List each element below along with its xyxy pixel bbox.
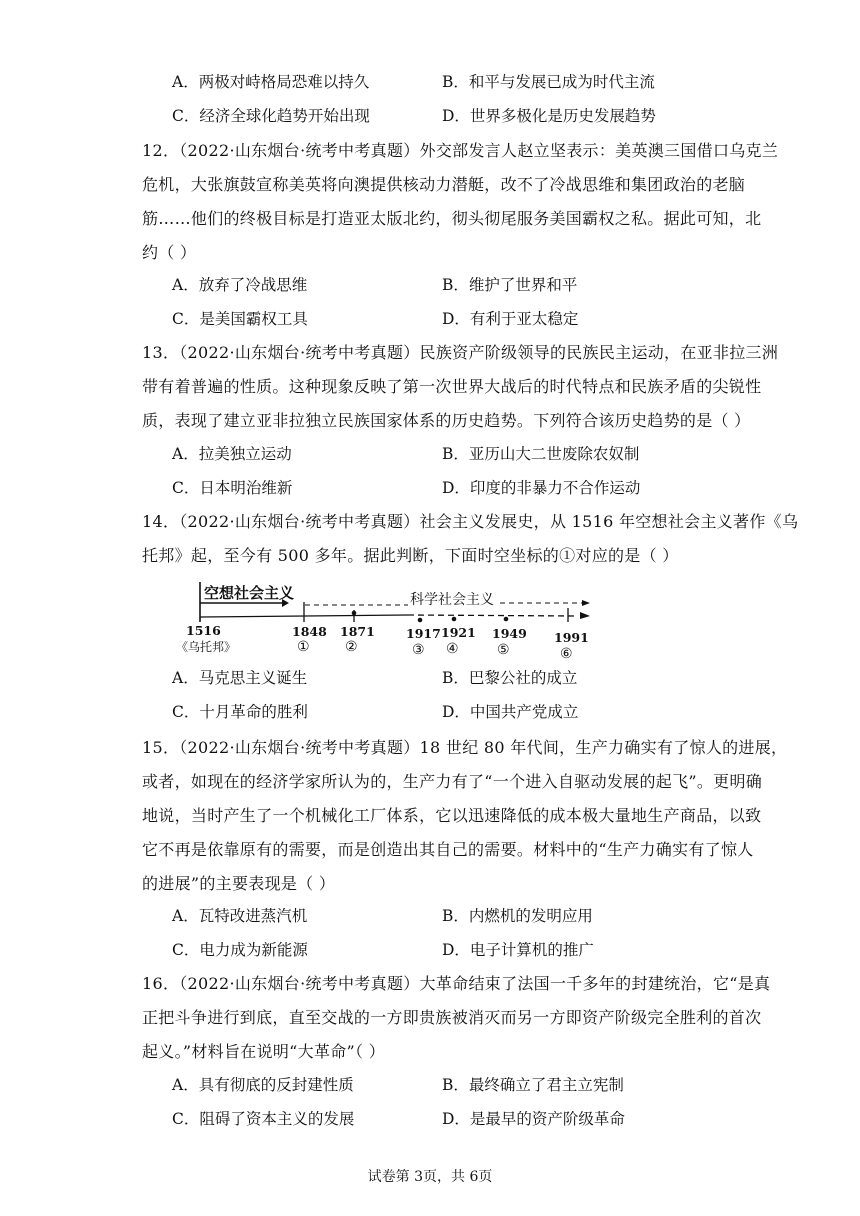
- start-book-label: 《乌托邦》: [176, 640, 237, 654]
- q13-stem-line-2: 带有着普遍的性质。这种现象反映了第一次世界大战后的时代特点和民族矛盾的尖锐性: [142, 377, 762, 396]
- year-1991: 1991: [554, 630, 589, 645]
- mark-2: ②: [345, 639, 358, 655]
- q14-option-d: D．中国共产党成立: [442, 703, 579, 721]
- q16-option-a: A．具有彻底的反封建性质: [172, 1076, 354, 1094]
- scientific-label: 科学社会主义: [410, 592, 494, 608]
- q12-stem-line-2: 危机，大张旗鼓宣称美英将向澳提供核动力潜艇，改不了冷战思维和集团政治的老脑: [142, 175, 746, 194]
- q14-option-a: A．马克思主义诞生: [172, 669, 308, 687]
- q12-option-b: B．维护了世界和平: [442, 276, 578, 294]
- mark-5: ⑤: [497, 642, 510, 658]
- mark-1: ①: [297, 639, 310, 655]
- year-1917: 1917: [406, 626, 441, 641]
- q15-option-a: A．瓦特改进蒸汽机: [172, 907, 308, 925]
- dot-1921: [452, 617, 457, 622]
- q15-stem-line-4: 它不再是依靠原有的需要，而是创造出其自己的需要。材料中的“生产力确实有了惊人: [142, 840, 754, 859]
- q12-stem-line-3: 筋……他们的终极目标是打造亚太版北约，彻头彻尾服务美国霸权之私。据此可知，北: [142, 209, 762, 228]
- q15-option-d: D．电子计算机的推广: [442, 941, 594, 959]
- year-1949: 1949: [492, 626, 527, 641]
- q15-option-b: B．内燃机的发明应用: [442, 907, 593, 925]
- timeline-svg: [170, 578, 610, 660]
- q14-option-c: C．十月革命的胜利: [172, 703, 308, 721]
- q16-option-d: D．是最早的资产阶级革命: [442, 1110, 625, 1128]
- q11-option-b: B．和平与发展已成为时代主流: [442, 73, 655, 91]
- year-1871: 1871: [340, 624, 375, 639]
- timeline-end-arrow-icon: [580, 612, 590, 619]
- q13-stem-line-1: 13．（2022·山东烟台·统考中考真题）民族资产阶级领导的民族民主运动，在亚非拉三洲: [142, 343, 779, 362]
- q14-stem-line-2: 托邦》起，至今有 500 多年。据此判断，下面时空坐标的①对应的是（ ）: [142, 546, 679, 565]
- dot-1917: [418, 618, 423, 623]
- page-footer: 试卷第 3页，共 6页: [367, 1169, 493, 1185]
- q16-stem-line-2: 正把斗争进行到底，直至交战的一方即贵族被消灭而另一方即资产阶级完全胜利的首次: [142, 1008, 762, 1027]
- mark-4: ④: [446, 641, 459, 657]
- q11-option-d: D．世界多极化是历史发展趋势: [442, 107, 656, 125]
- q13-option-c: C．日本明治维新: [172, 479, 293, 497]
- dot-1871: [352, 611, 357, 616]
- q16-option-b: B．最终确立了君主立宪制: [442, 1076, 624, 1094]
- q14-stem-line-1: 14．（2022·山东烟台·统考中考真题）社会主义发展史，从 1516 年空想社会主义著作《乌: [142, 512, 799, 531]
- q13-option-a: A．拉美独立运动: [172, 445, 292, 463]
- q12-option-d: D．有利于亚太稳定: [442, 310, 579, 328]
- q15-option-c: C．电力成为新能源: [172, 941, 308, 959]
- socialism-timeline-figure: [170, 578, 610, 660]
- mark-6: ⑥: [560, 646, 573, 660]
- year-1921: 1921: [441, 625, 476, 640]
- q15-stem-line-1: 15．（2022·山东烟台·统考中考真题）18 世纪 80 年代间，生产力确实有了惊人的进展，: [142, 738, 788, 757]
- q15-stem-line-3: 地说，当时产生了一个机械化工厂体系，它以迅速降低的成本极大量地生产商品，以致: [142, 806, 762, 825]
- year-1848: 1848: [292, 624, 327, 639]
- timeline-axis-dashed: [408, 615, 578, 616]
- mark-3: ③: [412, 642, 425, 658]
- start-year-label: 1516: [186, 623, 221, 638]
- q11-option-c: C．经济全球化趋势开始出现: [172, 107, 370, 125]
- q11-option-a: A．两极对峙格局恐难以持久: [172, 73, 370, 91]
- q13-option-d: D．印度的非暴力不合作运动: [442, 479, 641, 497]
- q12-stem-line-1: 12．（2022·山东烟台·统考中考真题）外交部发言人赵立坚表示：美英澳三国借口乌克兰: [142, 141, 779, 160]
- q16-stem-line-3: 起义。”材料旨在说明“大革命”（ ）: [142, 1042, 386, 1061]
- q16-option-c: C．阻碍了资本主义的发展: [172, 1110, 355, 1128]
- q14-option-b: B．巴黎公社的成立: [442, 669, 578, 687]
- q13-stem-line-3: 质，表现了建立亚非拉独立民族国家体系的历史趋势。下列符合该历史趋势的是（ ）: [142, 411, 751, 430]
- utopian-label: 空想社会主义: [204, 584, 295, 602]
- scientific-arrow-icon: [582, 600, 590, 606]
- q12-option-a: A．放弃了冷战思维: [172, 276, 308, 294]
- q15-stem-line-2: 或者，如现在的经济学家所认为的，生产力有了“一个进入自驱动发展的起飞”。更明确: [142, 772, 763, 791]
- q12-stem-line-4: 约（ ）: [142, 243, 197, 262]
- q13-option-b: B．亚历山大二世废除农奴制: [442, 445, 640, 463]
- q15-stem-line-5: 的进展”的主要表现是（ ）: [142, 874, 336, 893]
- dot-1949: [504, 617, 509, 622]
- q12-option-c: C．是美国霸权工具: [172, 310, 308, 328]
- q16-stem-line-1: 16．（2022·山东烟台·统考中考真题）大革命结束了法国一千多年的封建统治，它“是真: [142, 974, 771, 993]
